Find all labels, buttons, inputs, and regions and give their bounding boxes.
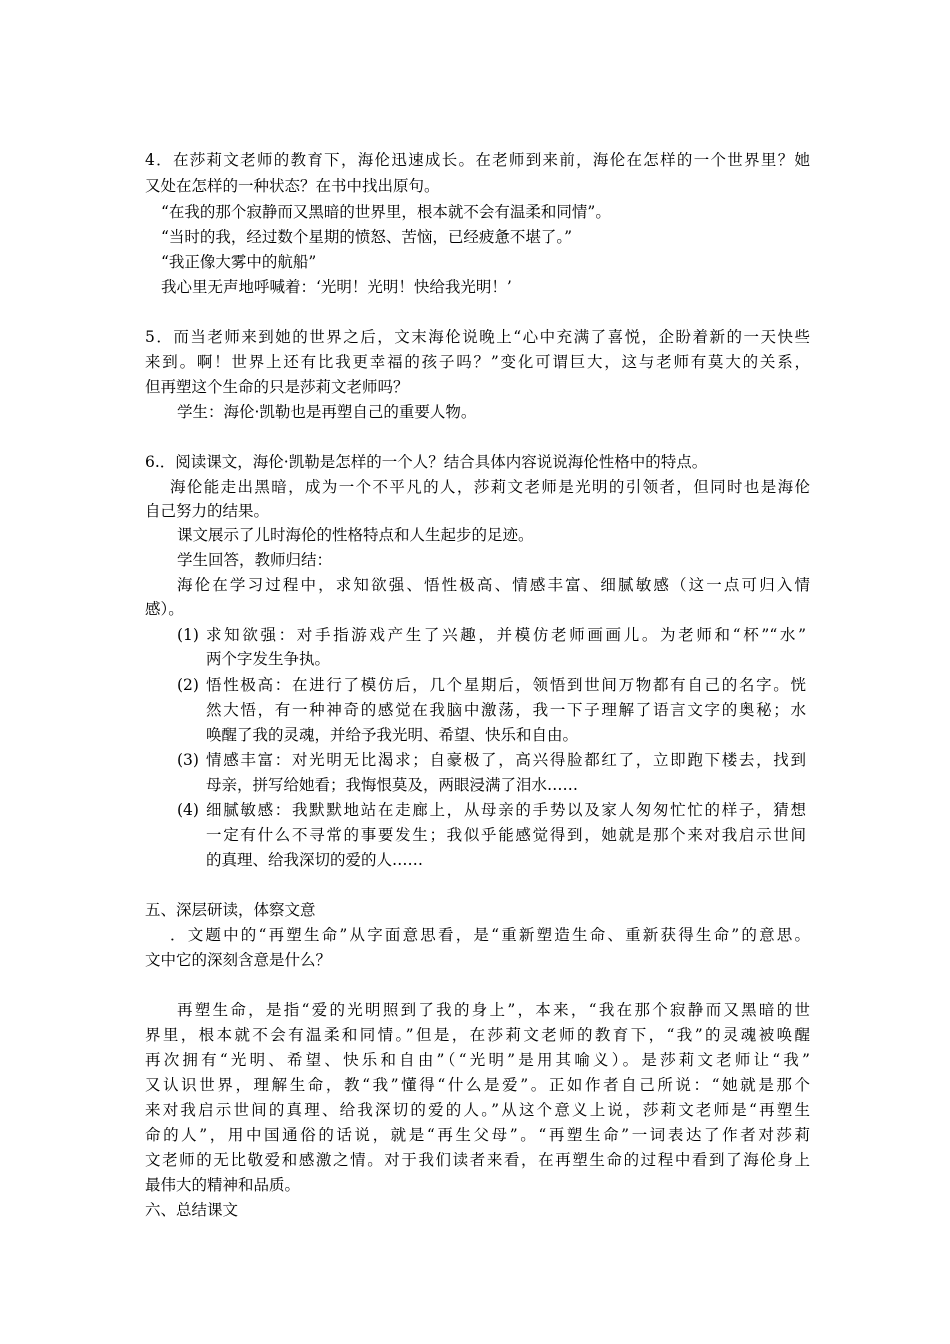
section5-answer-line2: 界里，根本就不会有温柔和同情。”但是，在莎莉文老师的教育下，“我”的灵魂被唤醒 bbox=[145, 1026, 810, 1044]
list-item-text: 唤醒了我的灵魂，并给予我光明、希望、快乐和自由。 bbox=[206, 726, 579, 744]
section5-question-line2: 文中它的深刻含意是什么？ bbox=[145, 951, 332, 969]
q6-question: 6.．阅读课文，海伦·凯勒是怎样的一个人？结合具体内容说说海伦性格中的特点。 bbox=[145, 453, 708, 471]
section5-answer-line4: 又认识世界，理解生命，教“我”懂得“什么是爱”。正如作者自己所说：“她就是那个 bbox=[145, 1076, 810, 1094]
section5-answer-line7: 文老师的无比敬爱和感激之情。对于我们读者来看，在再塑生命的过程中看到了海伦身上 bbox=[145, 1151, 810, 1169]
q4-quote-2: “当时的我，经过数个星期的愤怒、苦恼，已经疲惫不堪了。” bbox=[161, 228, 573, 246]
q6-para1-line2: 自己努力的结果。 bbox=[145, 502, 270, 520]
q6-para3: 学生回答，教师归结： bbox=[177, 551, 333, 569]
section5-answer-line5: 来对我启示世间的真理、给我深切的爱的人。”从这个意义上说，莎莉文老师是“再塑生 bbox=[145, 1101, 810, 1119]
q6-para4-line2: 感）。 bbox=[145, 600, 184, 618]
list-item-text: 求知欲强：对手指游戏产生了兴趣，并模仿老师画画儿。为老师和“杯”“水” bbox=[206, 626, 806, 644]
q5-question-line3: 但再塑这个生命的只是莎莉文老师吗？ bbox=[145, 378, 409, 396]
section5-answer-line1: 再塑生命，是指“爱的光明照到了我的身上”，本来，“我在那个寂静而又黑暗的世 bbox=[177, 1001, 810, 1019]
list-item-text: 悟性极高：在进行了模仿后，几个星期后，领悟到世间万物都有自己的名字。恍 bbox=[206, 676, 806, 694]
q5-answer: 学生：海伦·凯勒也是再塑自己的重要人物。 bbox=[177, 403, 477, 421]
section5-heading: 五、深层研读，体察文意 bbox=[145, 901, 316, 919]
list-item-number: (1) bbox=[177, 626, 199, 644]
q4-quote-1: “在我的那个寂静而又黑暗的世界里，根本就不会有温柔和同情”。 bbox=[161, 203, 611, 221]
section5-question-line1: ．文题中的“再塑生命”从字面意思看，是“重新塑造生命、重新获得生命”的意思。 bbox=[170, 926, 810, 944]
list-item-text: 情感丰富：对光明无比渴求；自豪极了，高兴得脸都红了，立即跑下楼去，找到 bbox=[206, 751, 806, 769]
list-item-text: 一定有什么不寻常的事要发生；我似乎能感觉得到，她就是那个来对我启示世间 bbox=[206, 826, 806, 844]
section5-answer-line8: 最伟大的精神和品质。 bbox=[145, 1176, 301, 1194]
list-item-number: (4) bbox=[177, 801, 199, 819]
q5-question-line2: 来到。啊！世界上还有比我更幸福的孩子吗？”变化可谓巨大，这与老师有莫大的关系， bbox=[145, 353, 810, 371]
list-item-text: 两个字发生争执。 bbox=[206, 650, 331, 668]
q4-quote-4: 我心里无声地呼喊着：‘光明！光明！快给我光明！’ bbox=[161, 278, 512, 296]
list-item-number: (3) bbox=[177, 751, 199, 769]
list-item-number: (2) bbox=[177, 676, 199, 694]
q6-para2: 课文展示了儿时海伦的性格特点和人生起步的足迹。 bbox=[177, 526, 534, 544]
list-item-text: 母亲，拼写给她看；我悔恨莫及，两眼浸满了泪水…… bbox=[206, 776, 579, 794]
list-item-text: 细腻敏感：我默默地站在走廊上，从母亲的手势以及家人匆匆忙忙的样子，猜想 bbox=[206, 801, 806, 819]
list-item-text: 的真理、给我深切的爱的人…… bbox=[206, 851, 424, 869]
section5-answer-line3: 再次拥有“光明、希望、快乐和自由”（“光明”是用其喻义）。是莎莉文老师让“我” bbox=[145, 1051, 810, 1069]
section5-answer-line6: 命的人”，用中国通俗的话说，就是“再生父母”。“再塑生命”一词表达了作者对莎莉 bbox=[145, 1126, 810, 1144]
q6-para4-line1: 海伦在学习过程中，求知欲强、悟性极高、情感丰富、细腻敏感（这一点可归入情 bbox=[177, 576, 810, 594]
section6-heading: 六、总结课文 bbox=[145, 1201, 239, 1219]
q4-question-line1: 4．在莎莉文老师的教育下，海伦迅速成长。在老师到来前，海伦在怎样的一个世界里？她 bbox=[145, 151, 810, 169]
list-item-text: 然大悟，有一种神奇的感觉在我脑中激荡，我一下子理解了语言文字的奥秘；水 bbox=[206, 701, 806, 719]
q6-para1-line1: 海伦能走出黑暗，成为一个不平凡的人，莎莉文老师是光明的引领者，但同时也是海伦 bbox=[170, 478, 810, 496]
q4-quote-3: “我正像大雾中的航船” bbox=[161, 253, 317, 271]
q5-question-line1: 5．而当老师来到她的世界之后，文末海伦说晚上“心中充满了喜悦，企盼着新的一天快些 bbox=[145, 328, 810, 346]
q4-question-line2: 又处在怎样的一种状态？在书中找出原句。 bbox=[145, 177, 440, 195]
